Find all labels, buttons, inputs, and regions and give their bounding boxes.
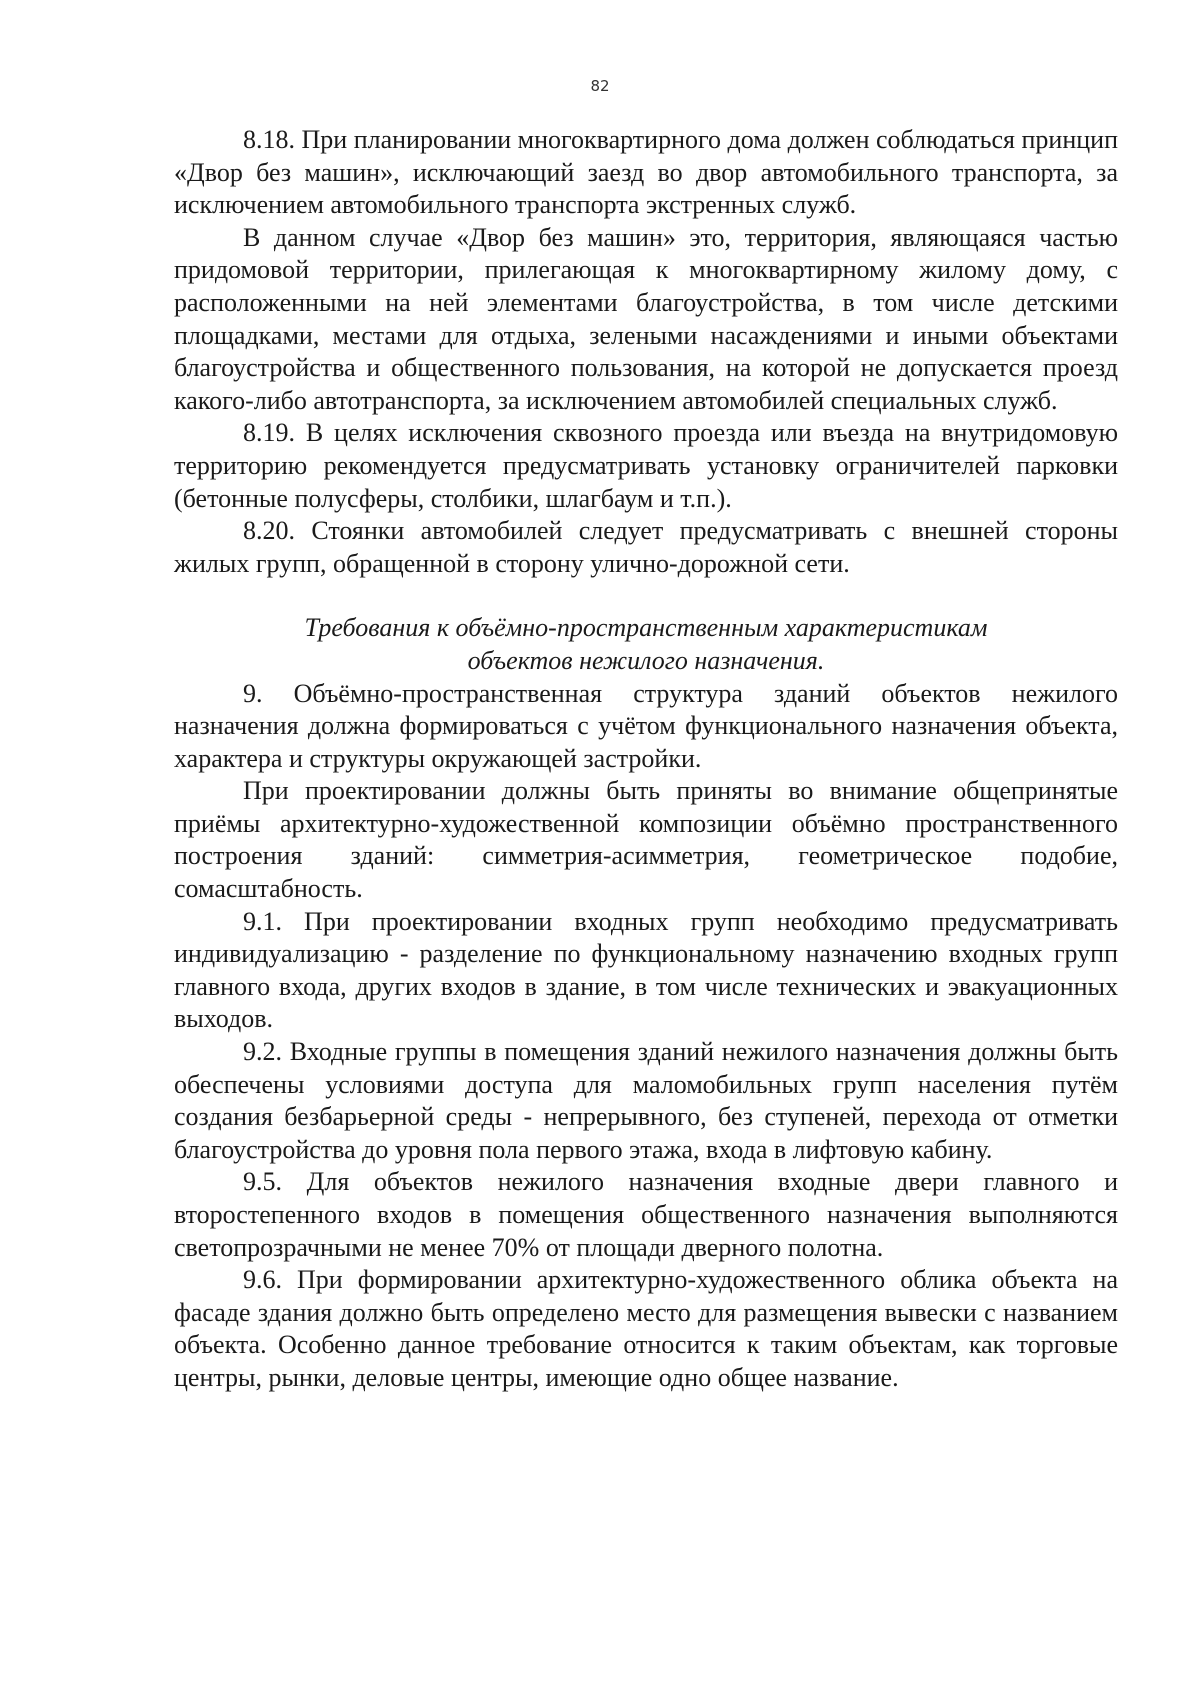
paragraph-8-19: 8.19. В целях исключения сквозного проезда или въезда на внутридомовую территорию рекомендуется предусматривать установку ограничителей парковки (бетонные полусферы, столбики, шлагбаум и т.п.).	[174, 418, 1118, 513]
section-heading-line-1: Требования к объёмно-пространственным характеристикам	[304, 613, 988, 643]
paragraph-8-18: 8.18. При планировании многоквартирного дома должен соблюдаться принцип «Двор без машин», исключающий заезд во двор автомобильного транспорта, за исключением автомобильного транспорта экстренных служб.	[174, 125, 1118, 220]
section-heading	[174, 612, 1118, 677]
paragraph-dvor-bez-mashin: В данном случае «Двор без машин» это, территория, являющаяся частью придомовой территории, прилегающая к многоквартирному жилому дому, с расположенными на ней элементами благоустройства, в том числе детскими площадками, местами для отдыха, зелеными насаждениями и иными объектами благоустройства и общественного пользования, на которой не допускается проезд какого-либо автотранспорта, за исключением автомобилей специальных служб.	[174, 222, 1118, 415]
paragraph-8-20: 8.20. Стоянки автомобилей следует предусматривать с внешней стороны жилых групп, обращенной в сторону улично-дорожной сети.	[174, 516, 1118, 578]
paragraph-9-6: 9.6. При формировании архитектурно-художественного облика объекта на фасаде здания должно быть определено место для размещения вывески с названием объекта. Особенно данное требование относится к таким объектам, как торговые центры, рынки, деловые центры, имеющие одно общее название.	[174, 1265, 1118, 1392]
paragraph-9-5: 9.5. Для объектов нежилого назначения входные двери главного и второстепенного входов в помещения общественного назначения выполняются светопрозрачными не менее 70% от площади дверного полотна.	[174, 1167, 1118, 1262]
document-body	[174, 124, 1118, 1395]
paragraph-9-2: 9.2. Входные группы в помещения зданий нежилого назначения должны быть обеспечены условиями доступа для маломобильных групп населения путём создания безбарьерной среды - непрерывного, без ступеней, перехода от отметки благоустройства до уровня пола первого этажа, входа в лифтовую кабину.	[174, 1037, 1118, 1164]
paragraph-9-1: 9.1. При проектировании входных групп необходимо предусматривать индивидуализацию - разделение по функциональному назначению входных групп главного входа, других входов в здание, в том числе технических и эвакуационных выходов.	[174, 906, 1118, 1034]
section-heading-line-2: объектов нежилого назначения.	[467, 645, 825, 675]
page-number: 82	[590, 77, 610, 95]
paragraph-9: 9. Объёмно-пространственная структура зданий объектов нежилого назначения должна формироваться с учётом функционального назначения объекта, характера и структуры окружающей застройки.	[174, 678, 1118, 773]
paragraph-composition: При проектировании должны быть приняты во внимание общепринятые приёмы архитектурно-художественной композиции объёмно пространственного построения зданий: симметрия-асимметрия, геометрическое подобие, сомасштабность.	[174, 776, 1118, 904]
